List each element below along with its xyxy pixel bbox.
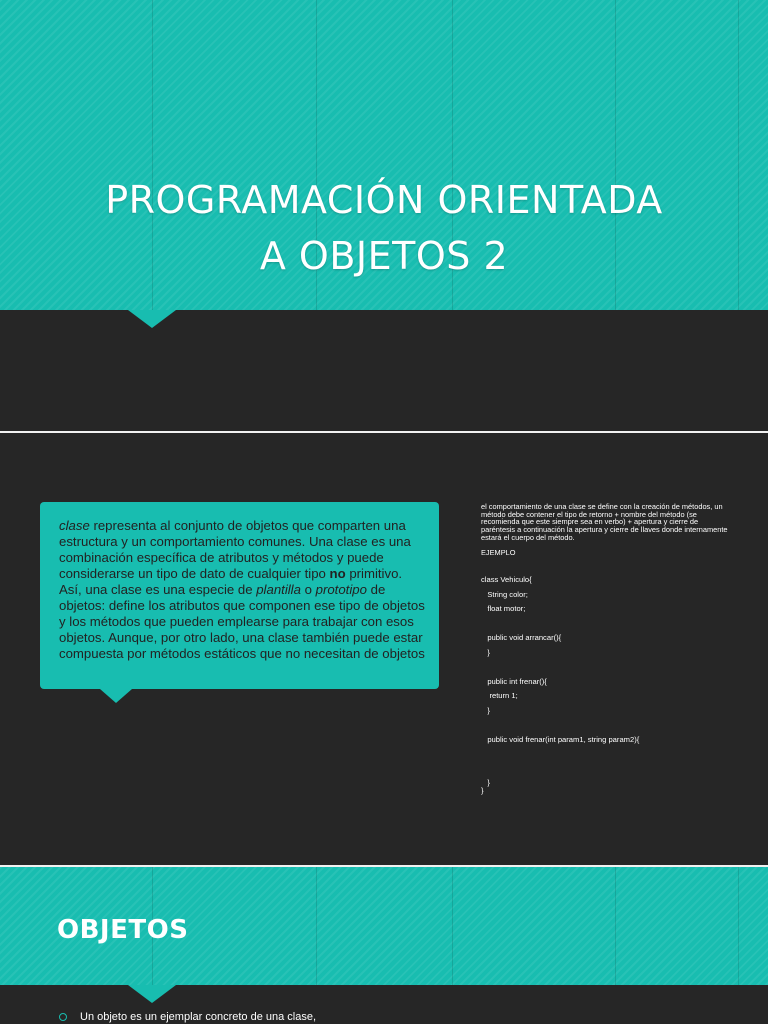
definition-segment: o [300, 582, 316, 597]
definition-box-pointer [100, 689, 132, 703]
definition-segment: de objetos: define los atributos que componen ese tipo de objetos y los métodos que pueden emplearse para trabajar con esos objetos. Aunque, por otro lado, una clase también puede estar compuesta por métodos estáticos que no necesitan de objetos [59, 582, 425, 661]
code-line: } [481, 705, 490, 715]
example-label: EJEMPLO [481, 547, 516, 557]
code-line: float motor; [481, 604, 526, 614]
code-line [481, 663, 731, 678]
divider-line [615, 867, 616, 985]
method-explanation: el comportamiento de una clase se define con la creación de métodos, un método debe contener el tipo de retorno + nombre del método (se recomienda que este siempre sea en verbo) + apertura y cierre de paréntesis a continuación la apertura y cierre de llaves donde internamente estará el cuerpo del método. [481, 502, 728, 542]
code-line: public void arrancar(){ [481, 633, 562, 643]
code-example-panel [481, 503, 731, 802]
definition-segment: primitivo. Así, una clase es una especie de [59, 566, 403, 597]
slide-title [0, 172, 768, 284]
code-line: } [481, 786, 484, 796]
code-line: public int frenar(){ [481, 676, 547, 686]
term-clase: clase [59, 518, 90, 533]
slide-title-line-1: PROGRAMACIÓN ORIENTADA [105, 178, 663, 222]
slide-title-line-2: A OBJETOS 2 [259, 234, 509, 278]
term-plantilla: plantilla [256, 582, 301, 597]
divider-line [316, 867, 317, 985]
code-line: } [481, 778, 490, 788]
emphasis-no: no [329, 566, 346, 581]
code-line: public void frenar(int param1, string param2){ [481, 734, 640, 744]
code-line [481, 765, 731, 780]
term-prototipo: prototipo [315, 582, 367, 597]
code-line: class Vehiculo{ [481, 575, 532, 585]
code-line [481, 620, 731, 635]
bullet-text: Un objeto es un ejemplar concreto de una clase, [80, 1011, 317, 1023]
objects-notch [128, 985, 176, 1003]
title-slide-footer [0, 310, 768, 431]
divider-line [738, 867, 739, 985]
class-definition-text [59, 518, 425, 662]
divider-line [452, 867, 453, 985]
code-line: return 1; [481, 691, 518, 701]
objects-title: OBJETOS [57, 915, 189, 945]
code-line: String color; [481, 589, 528, 599]
code-line: } [481, 647, 490, 657]
code-line [481, 721, 731, 736]
title-notch [128, 310, 176, 328]
code-line [481, 750, 731, 765]
circle-bullet-icon [59, 1013, 67, 1021]
definition-segment: representa al conjunto de objetos que comparten una estructura y un comportamiento comunes. Una clase es una combinación específica de atributos y métodos y puede considerarse un tipo de dato de cualquier tipo [59, 518, 411, 581]
code-block [481, 576, 731, 802]
